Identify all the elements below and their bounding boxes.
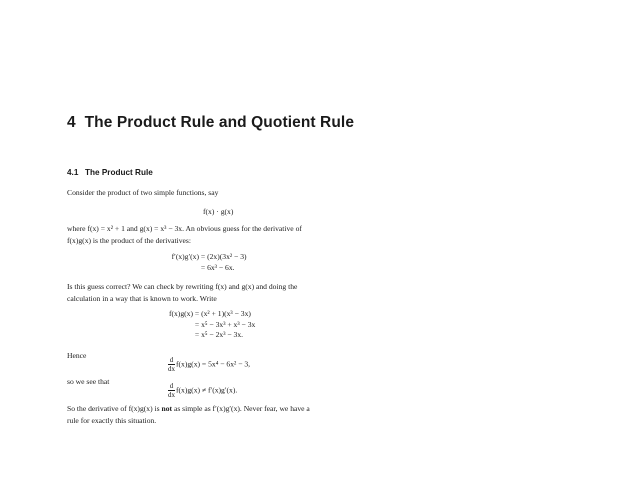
paragraph-check <box>67 281 297 304</box>
section-number: 4.1 <box>67 168 79 177</box>
section-title-text: The Product Rule <box>85 168 153 177</box>
chapter-title-text: The Product Rule and Quotient Rule <box>84 114 355 131</box>
paragraph-check-line-1: Is this guess correct? We can check by rewriting f(x) and g(x) and doing the <box>67 282 298 291</box>
section-title <box>67 168 153 177</box>
paragraph-conclusion <box>67 403 310 426</box>
hence-label: Hence <box>67 351 87 360</box>
expand-rhs-3: = x⁵ − 2x³ − 3x. <box>194 330 244 339</box>
equation-product: f(x) · g(x) <box>203 207 234 216</box>
expand-rhs-2: = x⁵ − 3x³ + x³ − 3x <box>194 319 256 329</box>
d-dx-fraction: $\frac{d}{dx}$ <box>168 356 175 373</box>
paragraph-conclusion-line-1: So the derivative of f(x)g(x) is not as simple as f′(x)g′(x). Never fear, we have a <box>67 404 310 413</box>
equation-inequality <box>168 382 237 399</box>
expand-lhs: f(x)g(x) <box>168 309 193 318</box>
paragraph-guess <box>67 223 302 246</box>
derivative-expression: f(x)g(x) = 5x⁴ − 6x² − 3, <box>176 359 251 369</box>
paragraph-guess-line-2: f(x)g(x) is the product of the derivatives: <box>67 235 191 245</box>
paragraph-intro: Consider the product of two simple functions, say <box>67 188 219 197</box>
guess-rhs-1: = (2x)(3x² − 3) <box>200 252 247 261</box>
guess-rhs-2: = 6x³ − 6x. <box>200 262 235 272</box>
expand-rhs-1: = (x² + 1)(x³ − 3x) <box>194 309 251 318</box>
equation-guess <box>162 252 247 273</box>
guess-lhs: f′(x)g′(x) <box>171 252 199 261</box>
equation-expansion <box>158 309 255 341</box>
inequality-expression: f(x)g(x) ≠ f′(x)g′(x). <box>176 385 238 395</box>
chapter-title <box>67 114 354 132</box>
paragraph-conclusion-line-2: rule for exactly this situation. <box>67 415 157 425</box>
emphasis-not: not <box>161 404 173 413</box>
chapter-number: 4 <box>67 114 76 131</box>
paragraph-check-line-2: calculation in a way that is known to work. Write <box>67 293 217 303</box>
equation-derivative <box>168 356 250 373</box>
paragraph-guess-line-1: where f(x) = x² + 1 and g(x) = x³ − 3x. An obvious guess for the derivative of <box>67 224 302 233</box>
so-we-see-label: so we see that <box>67 377 110 386</box>
d-dx-fraction-2: $\frac{d}{dx}$ <box>168 382 175 399</box>
